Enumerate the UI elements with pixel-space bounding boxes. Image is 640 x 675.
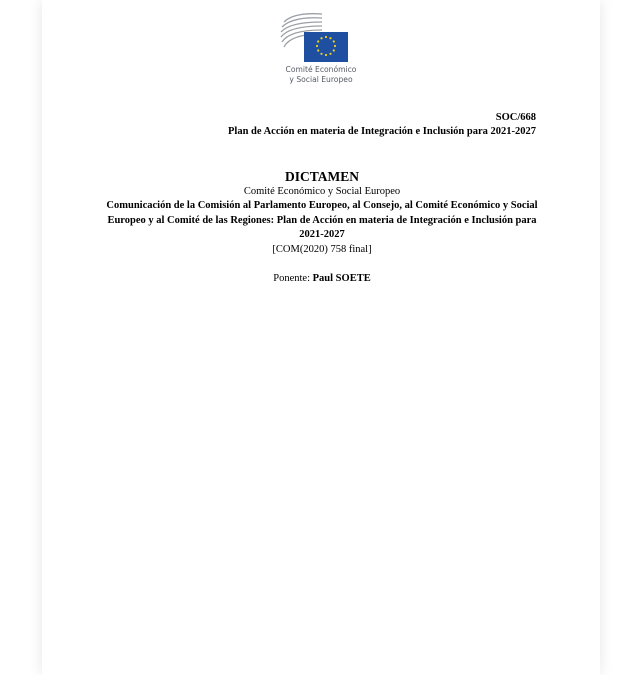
communication-title: Comunicación de la Comisión al Parlamento Europeo, al Consejo, al Comité Económico y Social Europeo y al Comité de las Regiones: Plan de Acción en materia de Integración e Inclusión para 2021-2027 bbox=[106, 200, 538, 240]
issuer: Comité Económico y Social Europeo bbox=[243, 186, 401, 197]
document-type: DICTAMEN bbox=[285, 169, 359, 184]
reference-code: SOC/668 bbox=[495, 112, 536, 123]
logo-text-line-2: y Social Europeo bbox=[289, 75, 353, 84]
eesc-logo bbox=[278, 12, 362, 88]
logo-text-line-1: Comité Económico bbox=[285, 65, 357, 74]
rapporteur-name: Paul SOETE bbox=[312, 272, 371, 284]
document-page bbox=[42, 0, 600, 675]
eesc-logo-icon bbox=[278, 12, 362, 64]
reference-title: Plan de Acción en materia de Integración e Inclusión para 2021-2027 bbox=[228, 126, 536, 137]
com-reference: [COM(2020) 758 final] bbox=[272, 243, 372, 255]
rapporteur bbox=[102, 272, 542, 286]
title-block bbox=[102, 168, 542, 286]
logo-text bbox=[278, 65, 364, 85]
rapporteur-label: Ponente: bbox=[273, 272, 313, 284]
